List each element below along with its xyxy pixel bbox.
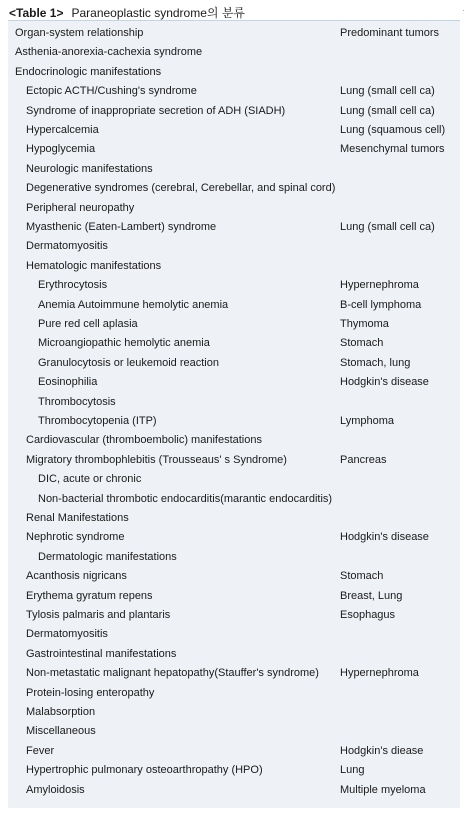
table-row xyxy=(8,160,460,179)
table-row xyxy=(8,296,460,315)
table-row xyxy=(8,179,460,198)
row-tumor: Lung (small cell ca) xyxy=(340,221,435,233)
row-tumor: Esophagus xyxy=(340,609,396,621)
row-label: Non-bacterial thrombotic endocarditis(marantic endocarditis) xyxy=(38,492,333,505)
row-label: Peripheral neuropathy xyxy=(26,201,135,214)
row-label: Ectopic ACTH/Cushing's syndrome xyxy=(26,85,197,98)
table-number: <Table 1> xyxy=(9,6,64,20)
row-label: Pure red cell aplasia xyxy=(38,318,138,330)
row-label: Miscellaneous xyxy=(26,725,96,738)
table-row xyxy=(8,257,460,276)
row-label: Dermatomyositis xyxy=(26,240,108,253)
row-label: Protein-losing enteropathy xyxy=(26,686,155,699)
table-row xyxy=(8,393,460,412)
table-row xyxy=(8,276,460,295)
row-label: Non-metastatic malignant hepatopathy(Stauffer's syndrome) xyxy=(26,667,319,680)
row-tumor: Lung (small cell ca) xyxy=(340,85,435,98)
table-row xyxy=(8,43,460,62)
row-label: Organ-system relationship xyxy=(15,27,144,39)
table-row xyxy=(8,218,460,237)
row-label: Migratory thrombophlebitis (Trousseaus' s Syndrome) xyxy=(26,453,287,466)
row-label: DIC, acute or chronic xyxy=(38,473,142,486)
row-tumor: Mesenchymal tumors xyxy=(340,143,445,156)
table-row xyxy=(8,102,460,121)
row-label: Hypoglycemia xyxy=(26,143,96,156)
row-tumor: Breast, Lung xyxy=(340,589,403,602)
table-row xyxy=(8,315,460,334)
row-label: Endocrinologic manifestations xyxy=(15,65,162,78)
row-label: Syndrome of inappropriate secretion of ADH (SIADH) xyxy=(26,104,286,117)
table-caption xyxy=(9,4,245,21)
table-row xyxy=(8,625,460,644)
row-label: Renal Manifestations xyxy=(26,512,129,524)
table-row xyxy=(8,470,460,489)
table-row xyxy=(8,451,460,470)
table-row xyxy=(8,645,460,664)
row-label: Eosinophilia xyxy=(38,376,98,389)
table-row xyxy=(8,199,460,218)
syndrome-table xyxy=(8,20,460,808)
row-tumor: Predominant tumors xyxy=(340,27,440,39)
row-label: Hypertrophic pulmonary osteoarthropathy (HPO) xyxy=(26,764,263,777)
row-label: Cardiovascular (thromboembolic) manifestations xyxy=(26,434,262,447)
table-row xyxy=(8,373,460,392)
row-tumor: B-cell lymphoma xyxy=(340,298,422,311)
table-row xyxy=(8,140,460,159)
row-label: Erythrocytosis xyxy=(38,279,108,292)
row-label: Hematologic manifestations xyxy=(26,259,162,272)
row-tumor: Stomach, lung xyxy=(340,356,411,369)
row-label: Myasthenic (Eaten-Lambert) syndrome xyxy=(26,221,217,233)
table-row xyxy=(8,528,460,547)
row-label: Granulocytosis or leukemoid reaction xyxy=(38,356,219,369)
table-row xyxy=(8,509,460,528)
row-label: Thrombocytopenia (ITP) xyxy=(38,415,157,427)
row-label: Dermatomyositis xyxy=(26,628,108,641)
row-label: Anemia Autoimmune hemolytic anemia xyxy=(38,298,229,311)
row-label: Fever xyxy=(26,744,55,757)
row-label: Acanthosis nigricans xyxy=(26,570,127,583)
table-row xyxy=(8,334,460,353)
row-label: Degenerative syndromes (cerebral, Cerebellar, and spinal cord) xyxy=(26,182,336,195)
table-row xyxy=(8,237,460,256)
row-label: Gastrointestinal manifestations xyxy=(26,647,177,660)
row-tumor: Hodgkin's diease xyxy=(340,744,424,757)
row-tumor: Lung (small cell ca) xyxy=(340,104,435,117)
table-row xyxy=(8,412,460,431)
table-row xyxy=(8,121,460,140)
row-tumor: Thymoma xyxy=(340,318,389,330)
row-tumor: Lung (squamous cell) xyxy=(340,124,446,136)
row-tumor: Lymphoma xyxy=(340,415,395,427)
row-label: Hypercalcemia xyxy=(26,124,99,136)
table-row xyxy=(8,354,460,373)
table-row xyxy=(8,63,460,82)
table-title: Paraneoplastic syndrome의 분류 xyxy=(71,6,245,20)
row-label: Asthenia-anorexia-cachexia syndrome xyxy=(15,46,203,59)
table-row xyxy=(8,742,460,761)
table-row xyxy=(8,431,460,450)
row-tumor: Hypernephroma xyxy=(340,667,419,680)
table-row xyxy=(8,664,460,683)
row-tumor: Stomach xyxy=(340,570,384,583)
row-label: Thrombocytosis xyxy=(38,395,116,408)
row-tumor: Hodgkin's disease xyxy=(340,531,429,544)
row-tumor: Multiple myeloma xyxy=(340,783,426,796)
row-label: Nephrotic syndrome xyxy=(26,531,125,544)
row-tumor: Hodgkin's disease xyxy=(340,376,429,389)
table-row xyxy=(8,722,460,741)
row-label: Microangiopathic hemolytic anemia xyxy=(38,337,210,350)
row-label: Neurologic manifestations xyxy=(26,162,153,175)
row-label: Dermatologic manifestations xyxy=(38,550,177,563)
table-row xyxy=(8,24,460,43)
table-row xyxy=(8,490,460,509)
table-row xyxy=(8,703,460,722)
row-tumor: Hypernephroma xyxy=(340,279,419,292)
table-row xyxy=(8,761,460,780)
table-row xyxy=(8,548,460,567)
row-tumor: Stomach xyxy=(340,337,384,350)
margin-mark: · xyxy=(462,6,465,15)
table-row xyxy=(8,82,460,101)
row-label: Malabsorption xyxy=(26,706,96,718)
table-row xyxy=(8,781,460,800)
row-label: Amyloidosis xyxy=(26,783,85,796)
table-row xyxy=(8,567,460,586)
table-row xyxy=(8,684,460,703)
row-label: Erythema gyratum repens xyxy=(26,589,153,602)
table-row xyxy=(8,606,460,625)
table-row xyxy=(8,587,460,606)
row-label: Tylosis palmaris and plantaris xyxy=(26,609,171,621)
row-tumor: Pancreas xyxy=(340,453,387,466)
row-tumor: Lung xyxy=(340,764,365,777)
